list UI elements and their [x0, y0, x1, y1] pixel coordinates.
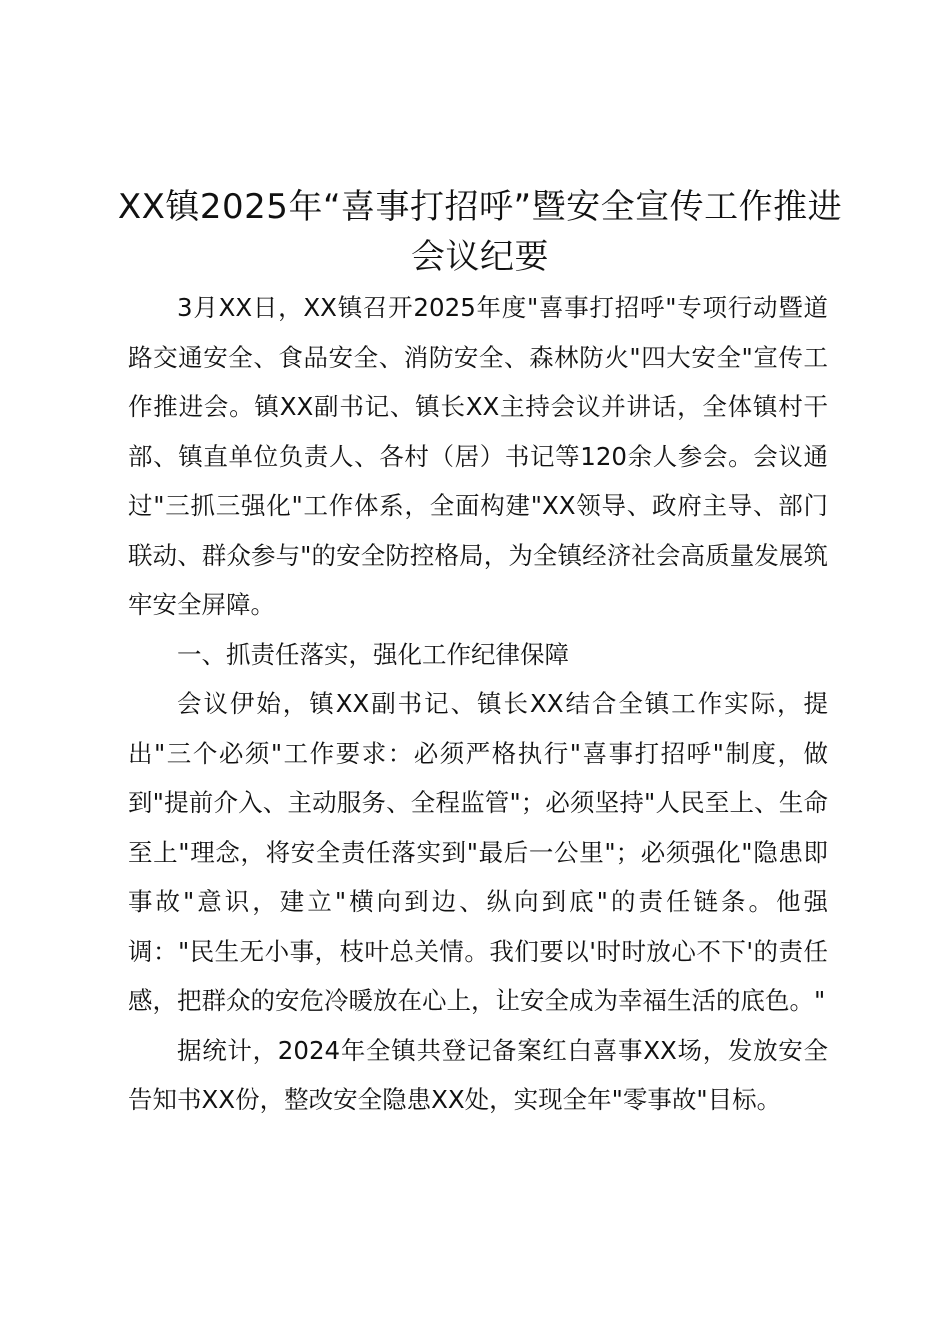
paragraph-statistics: 据统计，2024年全镇共登记备案红白喜事XX场，发放安全告知书XX份，整改安全隐患XX处，实现全年"零事故"目标。 [128, 1035, 828, 1114]
document-title: XX镇2025年“喜事打招呼”暨安全宣传工作推进会议纪要 [117, 187, 843, 277]
section-heading-1: 一、抓责任落实，强化工作纪律保障 [177, 639, 569, 669]
paragraph-intro: 3月XX日，XX镇召开2025年度"喜事打招呼"专项行动暨道路交通安全、食品安全、消防安全、森林防火"四大安全"宣传工作推进会。镇XX副书记、镇长XX主持会议并讲话，全体镇村干部、镇直单位负责人、各村（居）书记等120余人参会。会议通过"三抓三强化"工作体系，全面构建"XX领导、政府主导、部门联动、群众参与"的安全防控格局，为全镇经济社会高质量发展筑牢安全屏障。 [128, 293, 828, 619]
document-body [128, 283, 828, 1125]
paragraph-requirements: 会议伊始，镇XX副书记、镇长XX结合全镇工作实际，提出"三个必须"工作要求：必须严格执行"喜事打招呼"制度，做到"提前介入、主动服务、全程监管"；必须坚持"人民至上、生命至上"理念，将安全责任落实到"最后一公里"；必须强化"隐患即事故"意识，建立"横向到边、纵向到底"的责任链条。他强调："民生无小事，枝叶总关情。我们要以'时时放心不下'的责任感，把群众的安危冷暖放在心上，让安全成为幸福生活的底色。" [128, 689, 828, 1015]
